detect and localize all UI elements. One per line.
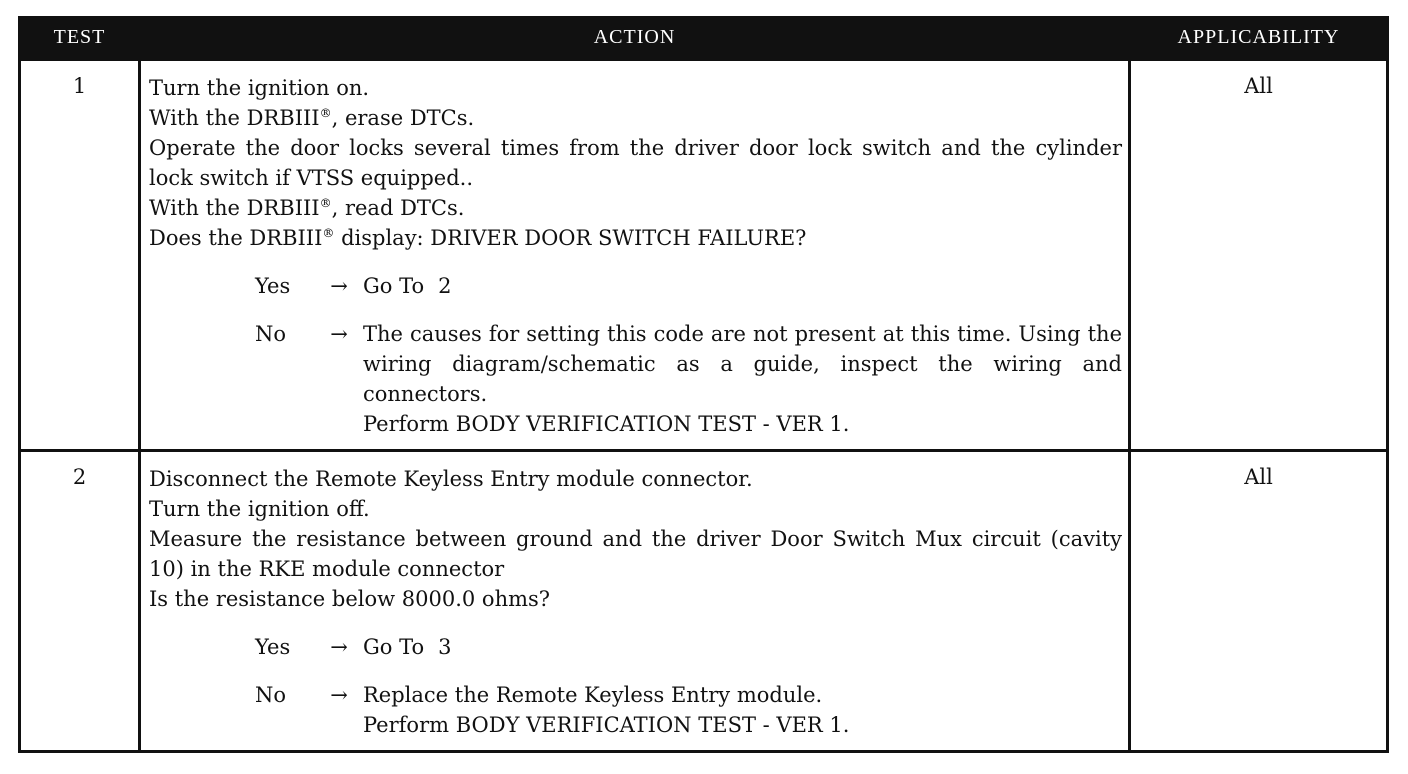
registered-mark: ® [319,106,332,120]
table-row [20,60,1388,451]
no-branch [149,680,1122,740]
applicability-value: All [1244,74,1273,98]
registered-mark: ® [319,196,332,210]
header-test: TEST [20,16,140,60]
header-action: ACTION [140,16,1130,60]
applicability-value: All [1244,465,1273,489]
table-row [20,451,1388,752]
arrow-icon: → [330,322,348,346]
action-cell [140,451,1130,752]
step: With the DRBIII®, erase DTCs. [149,106,475,130]
arrow-icon: → [330,274,348,298]
yes-branch [149,632,1122,662]
arrow-icon: → [330,635,348,659]
no-branch [149,319,1122,439]
applicability-cell [1130,451,1388,752]
test-cell [20,60,140,451]
yes-branch [149,271,1122,301]
step: Turn the ignition on. [149,76,370,100]
header-applicability: APPLICABILITY [1130,16,1388,60]
step: Turn the ignition off. [149,497,370,521]
test-number: 1 [72,74,87,98]
no-instruction: The causes for setting this code are not present at this time. Using the wiring diagram/schematic as a guide, inspect the wiring and connectors. [363,322,1122,406]
no-verification: Perform BODY VERIFICATION TEST - VER 1. [363,713,850,737]
yes-label: Yes [255,635,291,659]
diagnostic-table [18,16,1389,753]
step: Operate the door locks several times from the driver door lock switch and the cylinder lock switch if VTSS equipped.. [149,136,1122,190]
table-header-row [20,16,1388,60]
yes-label: Yes [255,274,291,298]
registered-mark: ® [322,226,335,240]
goto-number: 3 [438,635,452,659]
goto-text: Go To [363,635,425,659]
applicability-cell [1130,60,1388,451]
test-cell [20,451,140,752]
step: Disconnect the Remote Keyless Entry module connector. [149,467,753,491]
goto-number: 2 [438,274,452,298]
no-label: No [255,322,287,346]
no-instruction: Replace the Remote Keyless Entry module. [363,683,823,707]
arrow-icon: → [330,683,348,707]
step: With the DRBIII®, read DTCs. [149,196,465,220]
action-cell [140,60,1130,451]
step: Measure the resistance between ground and the driver Door Switch Mux circuit (cavity 10) in the RKE module connector [149,527,1122,581]
step: Does the DRBIII® display: DRIVER DOOR SWITCH FAILURE? [149,226,807,250]
no-label: No [255,683,287,707]
no-verification: Perform BODY VERIFICATION TEST - VER 1. [363,412,850,436]
test-number: 2 [72,465,87,489]
goto-text: Go To [363,274,425,298]
step: Is the resistance below 8000.0 ohms? [149,587,551,611]
